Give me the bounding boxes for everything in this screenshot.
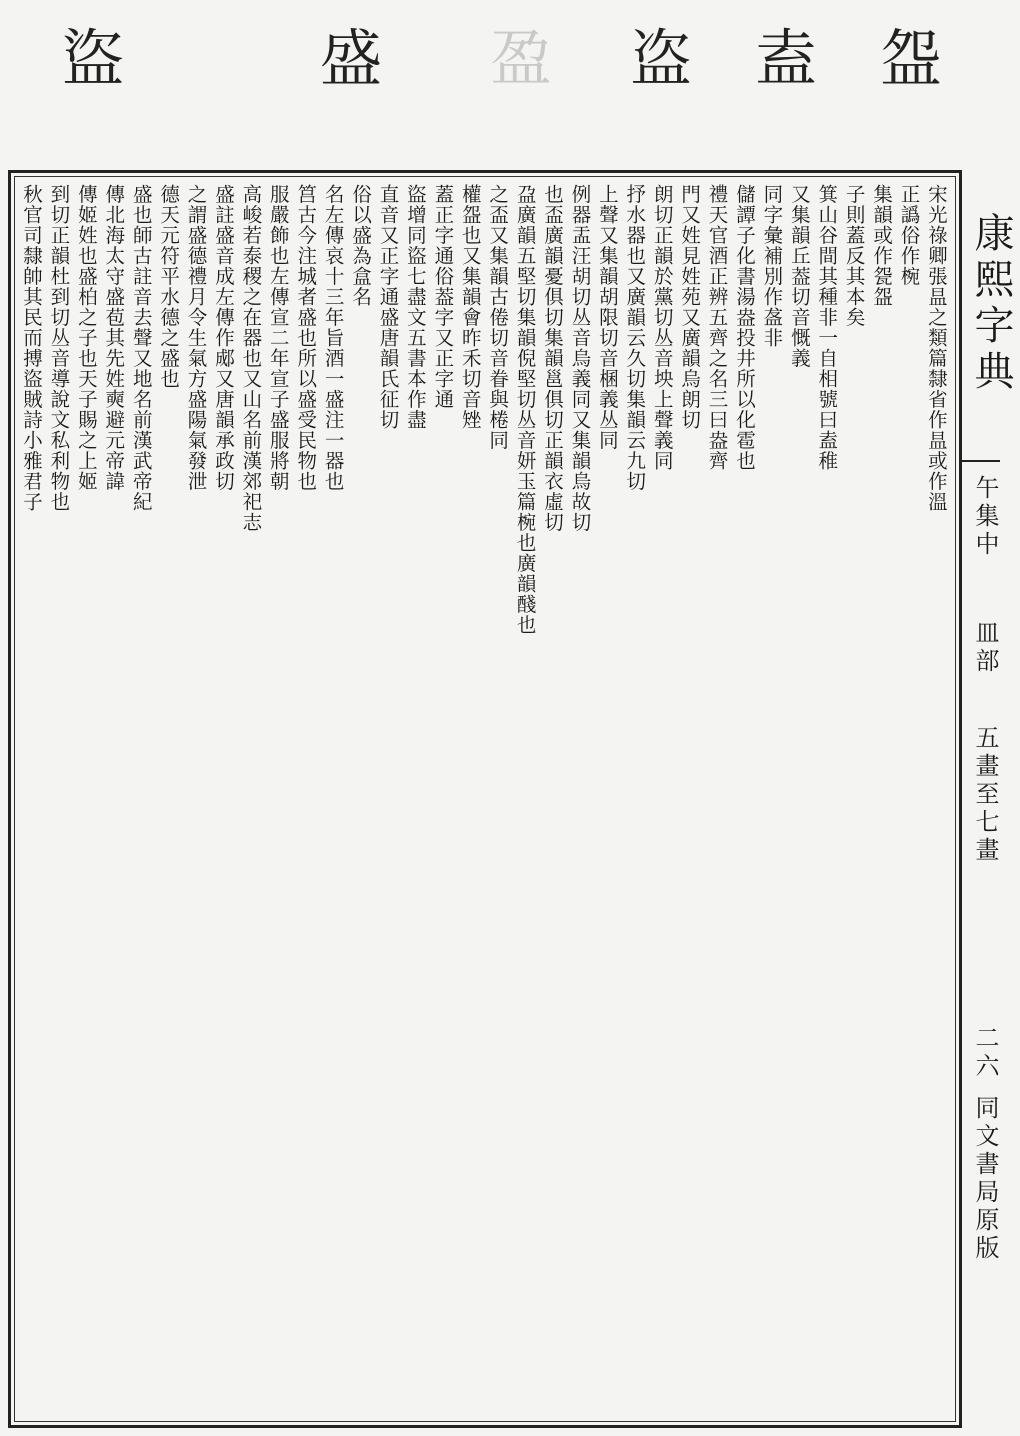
seal-glyph: 盜 (62, 22, 123, 95)
book-title: 康熙字典 (968, 212, 1014, 396)
text-column: 秋官司隸帥其民而搏盜賊詩小雅君子 (20, 184, 43, 512)
text-column: 門又姓見姓苑又廣韻烏朗切 (678, 184, 702, 430)
seal-glyph-faint: 盈 (490, 22, 551, 95)
text-column: 盛註盛音成左傳作郕又唐韻承政切 (211, 184, 235, 492)
dictionary-body (18, 184, 950, 1418)
text-column: 又集韻丘葢切音慨義 (787, 184, 811, 369)
seal-glyph: 盛 (320, 22, 381, 95)
text-column: 德天元符平水德之盛也 (157, 184, 181, 389)
text-column: 同字彙補別作盋非 (760, 184, 784, 348)
text-column: 子則蓋反其本矣 (842, 184, 866, 328)
text-column: 名左傳哀十三年旨酒一盛注一器也 (321, 184, 345, 492)
text-column: 傳姬姓也盛柏之子也天子賜之上姬 (74, 184, 98, 492)
text-column: 直音又正字通盛唐韻氏征切 (376, 184, 400, 430)
margin-divider (960, 460, 1000, 462)
text-column: 正譌俗作椀 (897, 184, 921, 287)
section-label: 午集中 (971, 475, 999, 559)
text-column: 箕山谷間其種非一自相號曰盍稚 (815, 184, 839, 471)
text-column: 俗以盛為盒名 (349, 184, 373, 307)
text-column: 高峻若泰稷之在器也又山名前漢郊祀志 (239, 184, 263, 533)
radical-label: 皿部 (971, 620, 999, 676)
text-column: 筥古今注城者盛也所以盛受民物也 (294, 184, 318, 492)
text-column: 集韻或作㼝盌 (870, 184, 894, 307)
text-column: 抒水器也又廣韻云久切集韻云九切 (623, 184, 647, 492)
text-column: 也盃廣韻憂俱切集韻邕俱切正韻衣虛切 (541, 184, 565, 533)
text-column: 盁廣韻五堅切集韻倪堅切丛音妍玉篇椀也廣韻醆也 (513, 184, 537, 635)
text-column: 蓋正字通俗葢字又正字通 (431, 184, 455, 410)
text-column: 例器盂汪胡切丛音烏義同又集韻烏故切 (568, 184, 592, 533)
text-column: 儲譚子化書湯盎投井所以化雹也 (732, 184, 756, 471)
page-number: 二六 (971, 1025, 999, 1081)
seal-glyph: 盍 (755, 22, 816, 95)
text-column: 傳北海太守盛苞其先姓奭避元帝諱 (102, 184, 126, 492)
seal-glyph: 盌 (880, 22, 941, 95)
text-column: 上聲又集韻胡限切音棞義丛同 (595, 184, 619, 451)
text-column: 服嚴飾也左傳宣二年宣子盛服將朝 (266, 184, 290, 492)
seal-script-row (0, 0, 1000, 165)
seal-glyph: 盗 (630, 22, 691, 95)
publisher-label: 同文書局原版 (971, 1095, 999, 1263)
text-column: 朗切正韻於黨切丛音坱上聲義同 (650, 184, 674, 471)
text-column: 權盌也又集韻會昨禾切音矬 (458, 184, 482, 430)
stroke-range-label: 五畫至七畫 (971, 725, 999, 865)
text-column: 宋光祿卿張昷之類篇隸省作昷或作溫 (924, 184, 948, 512)
text-column: 到切正韻杜到切丛音導說文私利物也 (47, 184, 71, 512)
text-column: 盛也師古註音去聲又地名前漢武帝紀 (129, 184, 153, 512)
text-column: 盜增同盜七盡文五書本作盡 (403, 184, 427, 430)
text-column: 之盃又集韻古倦切音眷與棬同 (486, 184, 510, 451)
text-column: 之謂盛德禮月令生氣方盛陽氣發泄 (184, 184, 208, 492)
text-column: 禮天官酒正辨五齊之名三曰盎齊 (705, 184, 729, 471)
